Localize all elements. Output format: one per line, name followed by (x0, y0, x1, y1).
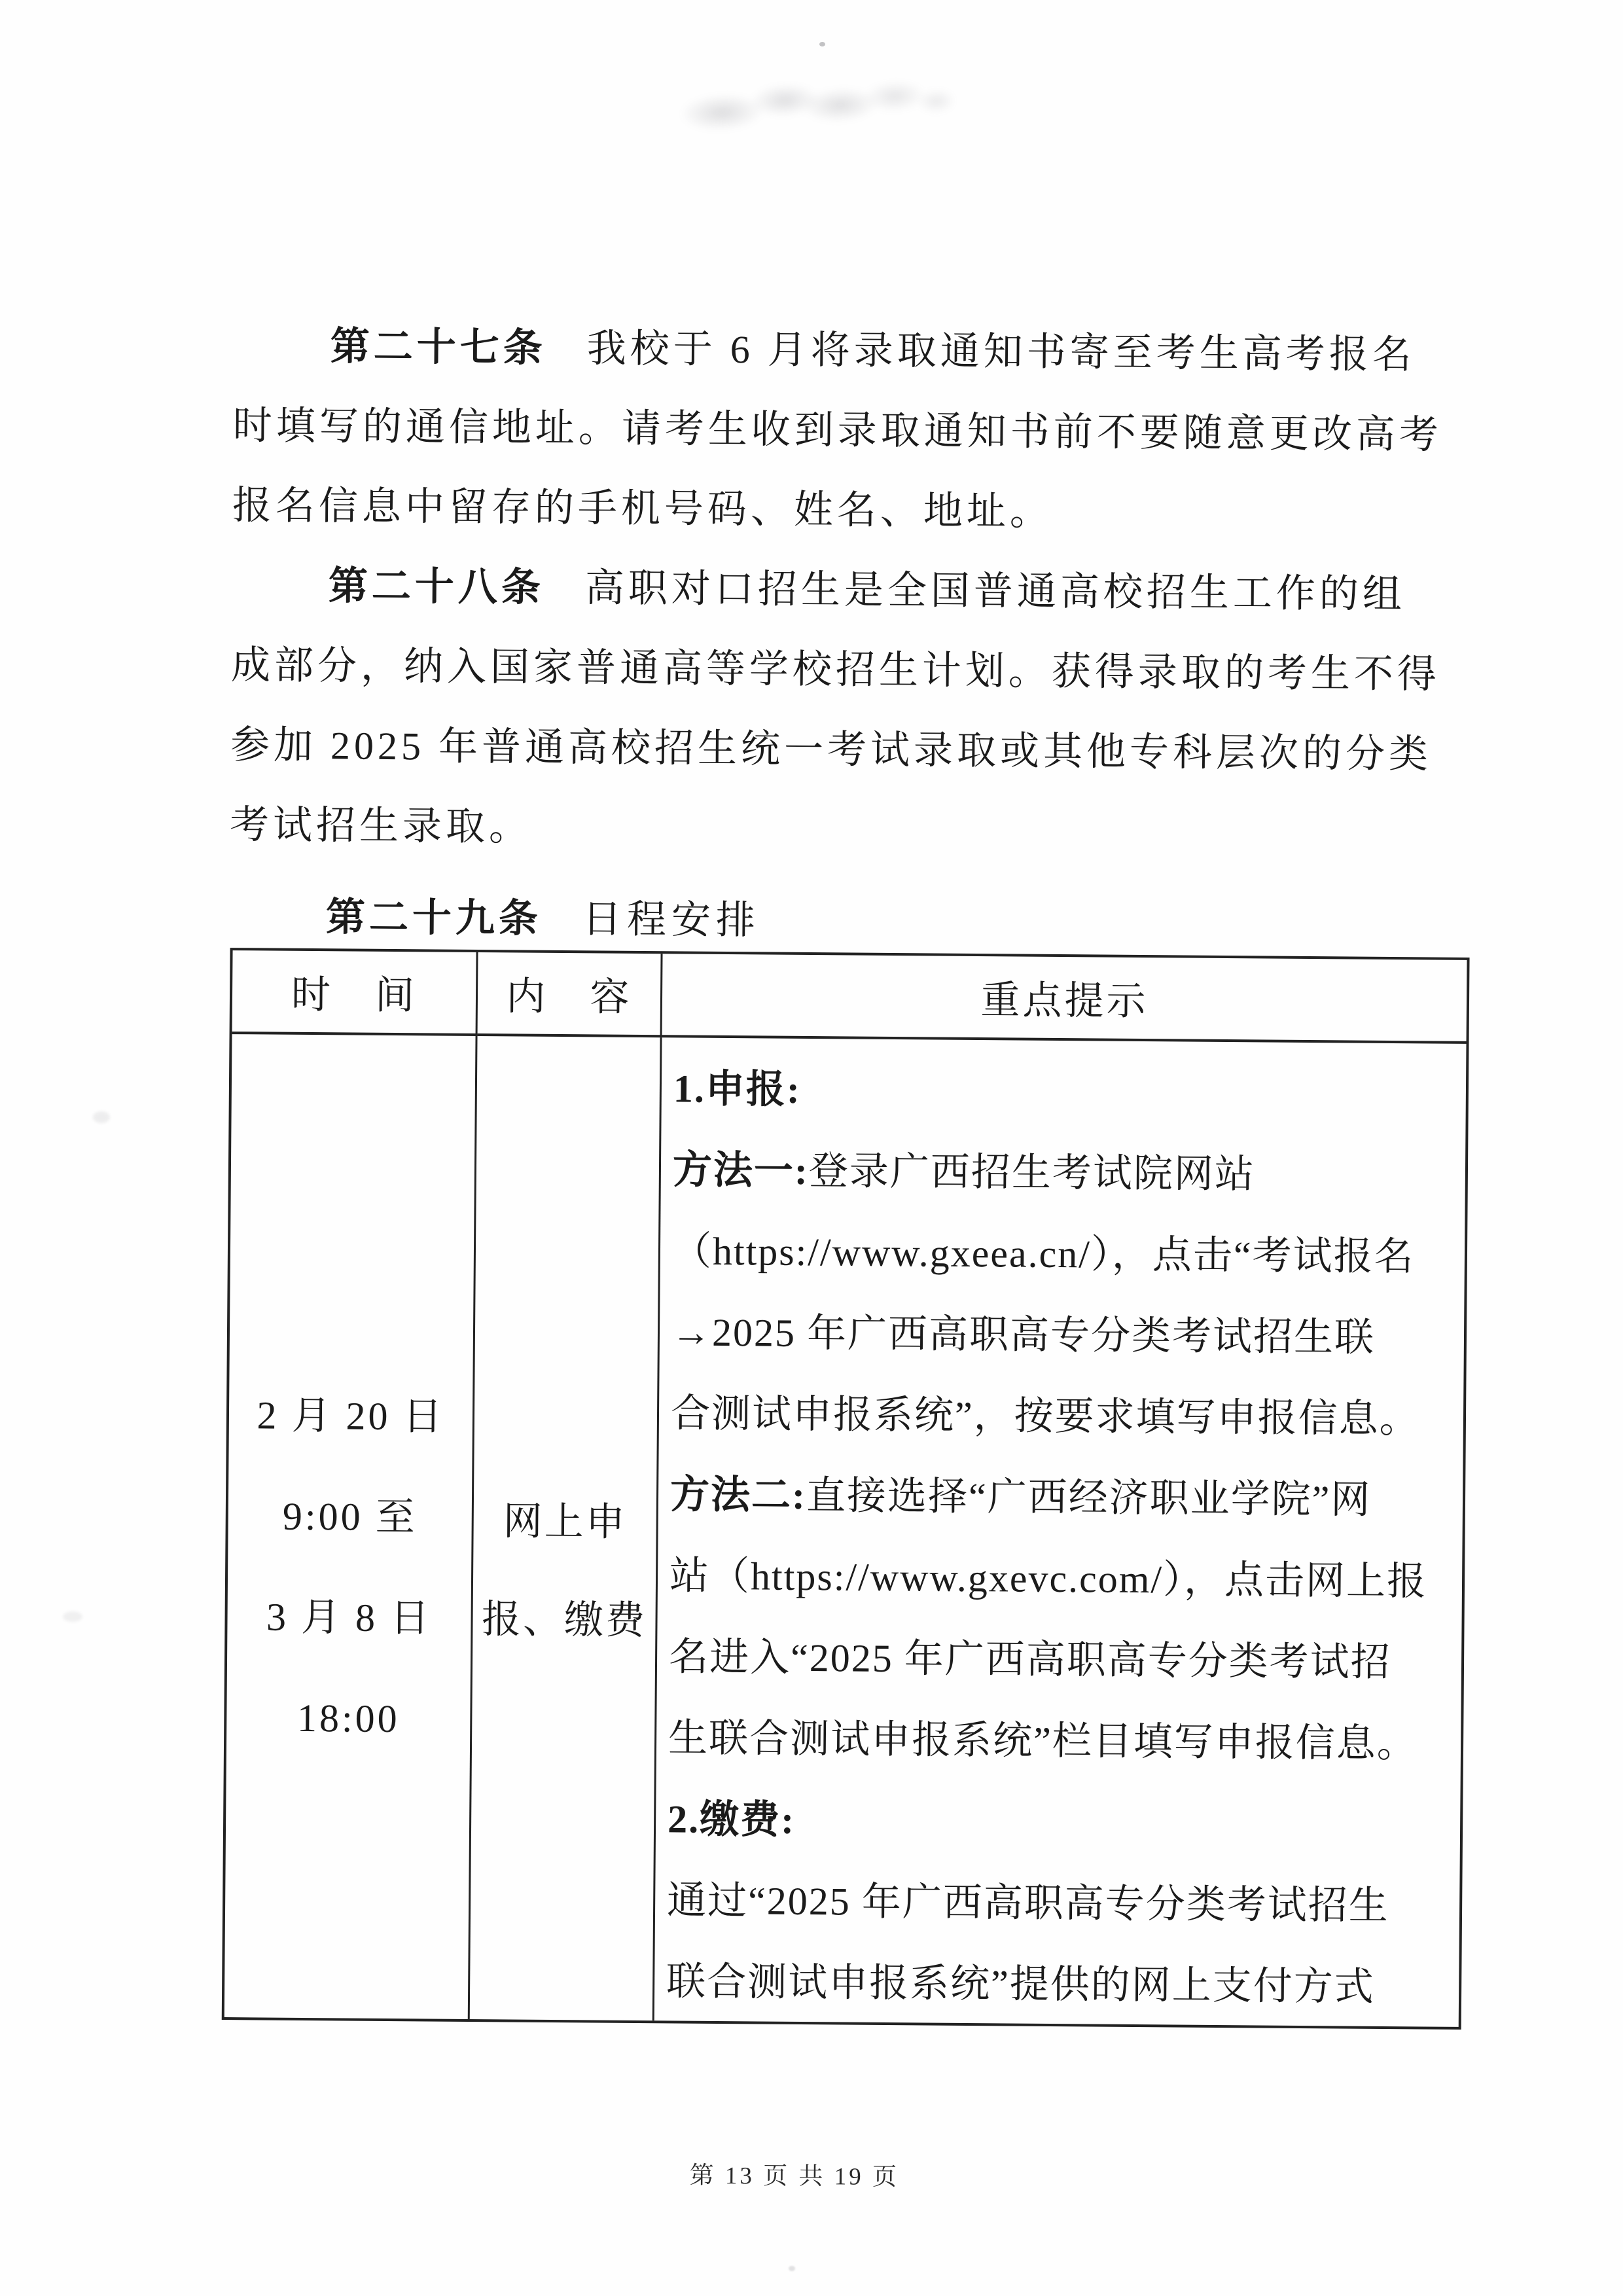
tips-line (668, 1697, 1455, 1784)
time-line: 18:00 (296, 1696, 400, 1741)
tips-line (671, 1210, 1458, 1297)
schedule-table (222, 948, 1470, 2030)
time-line: 2 月 20 日 (257, 1393, 445, 1439)
article-28-line (231, 545, 1448, 635)
table-header-content: 内 容 (478, 952, 663, 1037)
article-28-text: 高职对口招生是全国普通高校招生工作的组 (584, 566, 1406, 617)
table-header-tips: 重点提示 (662, 954, 1467, 1044)
tips-line (668, 1778, 1454, 1865)
tips-line (671, 1291, 1458, 1378)
tips-bold: 方法一: (672, 1148, 810, 1193)
tips-text: 站（https://www.gxevc.com/），点击网上报 (669, 1554, 1428, 1604)
tips-text: 联合测试申报系统”提供的网上支付方式 (666, 1960, 1376, 2009)
tips-text: 名进入“2025 年广西高职高专分类考试招 (668, 1635, 1391, 1685)
tips-line (673, 1048, 1459, 1135)
content-cell (470, 1036, 662, 2020)
time-line: 9:00 至 (282, 1494, 418, 1539)
tips-text: 生联合测试申报系统”栏目填写申报信息。 (668, 1716, 1418, 1766)
table-header-time: 时 间 (232, 950, 478, 1036)
tips-line (670, 1454, 1457, 1541)
article-28-line: 成部分，纳入国家普通高等学校招生计划。获得录取的考生不得 (230, 643, 1441, 696)
article-27-line (233, 306, 1450, 395)
document-body (228, 306, 1450, 966)
article-27-number: 第二十七条 (330, 325, 547, 370)
article-29-title: 日程安排 (582, 897, 761, 942)
tips-text: 登录广西招生考试院网站 (808, 1149, 1256, 1196)
article-27-text: 我校于 6 月将录取通知书寄至考生高考报名 (586, 327, 1416, 377)
article-27-line: 时填写的通信地址。请考生收到录取通知书前不要随意更改高考 (232, 404, 1443, 457)
article-27-line: 报名信息中留存的手机号码、姓名、地址。 (232, 484, 1054, 533)
tips-line (669, 1616, 1455, 1703)
time-line: 3 月 8 日 (266, 1595, 433, 1640)
tips-text: 通过“2025 年广西高职高专分类考试招生 (666, 1878, 1390, 1928)
tips-line (672, 1129, 1459, 1216)
article-28-line: 考试招生录取。 (229, 803, 533, 849)
tips-text: 直接选择“广西经济职业学院”网 (806, 1474, 1372, 1522)
tips-text: 合测试申报系统”，按要求填写申报信息。 (670, 1391, 1420, 1441)
content-line: 报、缴费 (481, 1598, 647, 1643)
tips-bold: 方法二: (669, 1473, 807, 1518)
article-28-line: 参加 2025 年普通高校招生统一考试录取或其他专科层次的分类 (230, 723, 1433, 776)
tips-bold: 2.缴费: (667, 1797, 796, 1842)
tips-line (666, 1941, 1453, 2027)
article-28-number: 第二十八条 (328, 564, 545, 609)
tips-cell (654, 1037, 1467, 2027)
article-29-number: 第二十九条 (325, 895, 543, 941)
page-footer: 第 13 页 共 19 页 (689, 2162, 900, 2191)
tips-line (667, 1859, 1454, 1946)
tips-line (669, 1535, 1456, 1622)
tips-bold: 1.申报: (673, 1067, 802, 1111)
tips-text: →2025 年广西高职高专分类考试招生联 (671, 1310, 1376, 1359)
tips-text: （https://www.gxeea.cn/），点击“考试报名 (671, 1229, 1415, 1279)
time-cell (224, 1034, 478, 2019)
tips-line (671, 1372, 1457, 1460)
content-line: 网上申 (503, 1499, 627, 1544)
